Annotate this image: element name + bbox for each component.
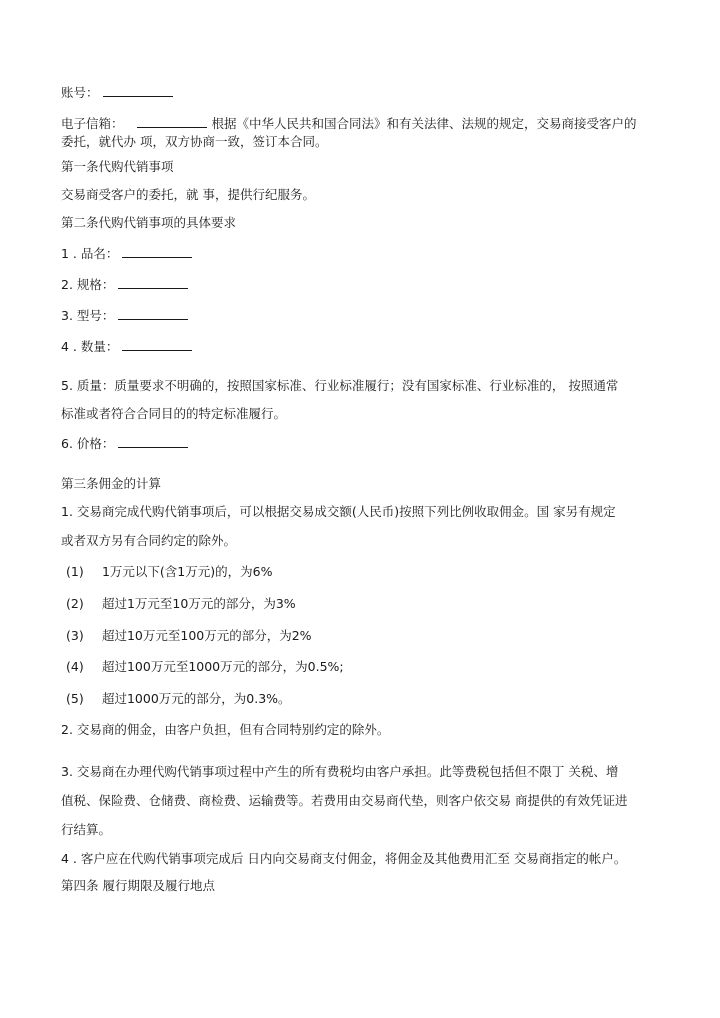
tier-text: 1万元以下(含1万元)的，为6% [101,564,273,579]
tier-num: (1) [66,564,84,579]
item-quantity-line [61,338,192,356]
preamble-line-2: 委托，就代办 项，双方协商一致，签订本合同。 [61,134,328,149]
item-blank [118,307,188,320]
commission-p3-line-2: 值税、保险费、仓储费、商检费、运输费等。若费用由交易商代垫，则客户依交易 商提供的有效凭证进 [61,793,628,808]
item-name-line [61,245,192,263]
tier-text: 超过1000万元的部分，为0.3%。 [101,691,291,706]
item-label: 数量： [80,339,119,354]
item-blank [118,276,188,289]
email-blank [137,115,207,128]
item-label: 品名： [80,246,119,261]
commission-p2: 2. 交易商的佣金，由客户负担，但有合同特别约定的除外。 [61,722,390,737]
item-num: 2. [61,277,73,292]
article-1-title: 第一条代购代销事项 [61,159,174,174]
item-label: 型号： [76,308,115,323]
item-label: 规格： [76,277,115,292]
item-model-line [61,307,188,325]
tier-num: (5) [66,691,84,706]
account-blank [103,84,173,97]
tier-row [66,658,344,676]
email-label: 电子信箱： [61,116,124,131]
tier-num: (3) [66,628,84,643]
article-1-body: 交易商受客户的委托，就 事，提供行纪服务。 [61,187,315,202]
item-num: 3. [61,308,73,323]
article-3-title: 第三条佣金的计算 [61,476,162,491]
article-2-title: 第二条代购代销事项的具体要求 [61,215,237,230]
tier-text: 超过10万元至100万元的部分，为2% [101,628,312,643]
email-line [61,115,636,133]
tier-row [66,690,291,708]
tier-row [66,595,296,613]
quality-line-2: 标准或者符合合同目的的特定标准履行。 [61,406,287,421]
item-num: 4 . [61,339,77,354]
price-line [61,435,188,453]
item-num: 1 . [61,246,77,261]
tier-num: (2) [66,596,84,611]
price-label: 价格： [76,436,115,451]
account-line [61,84,173,102]
commission-p1-line-2: 或者双方另有合同约定的除外。 [61,533,237,548]
item-blank [122,245,192,258]
preamble-text: 根据《中华人民共和国合同法》和有关法律、法规的规定，交易商接受客户的 [211,116,637,131]
tier-row [66,563,272,581]
quality-line-1: 5. 质量：质量要求不明确的，按照国家标准、行业标准履行；没有国家标准、行业标准的， 按照通常 [61,378,619,393]
price-num: 6. [61,436,73,451]
commission-p4: 4 . 客户应在代购代销事项完成后 日内向交易商支付佣金，将佣金及其他费用汇至 交易商指定的帐户。 [61,851,627,866]
commission-p3-line-3: 行结算。 [61,822,112,837]
tier-text: 超过1万元至10万元的部分，为3% [101,596,296,611]
price-blank [118,435,188,448]
commission-p3-line-1: 3. 交易商在办理代购代销事项过程中产生的所有费税均由客户承担。此等费税包括但不限丁 关税、增 [61,764,619,779]
tier-row [66,627,312,645]
item-blank [122,338,192,351]
article-4-title: 第四条 履行期限及履行地点 [61,878,215,893]
item-spec-line [61,276,188,294]
tier-text: 超过100万元至1000万元的部分，为0.5%; [101,659,344,674]
tier-num: (4) [66,659,84,674]
commission-p1-line-1: 1. 交易商完成代购代销事项后，可以根据交易成交额(人民币)按照下列比例收取佣金。国 家另有规定 [61,504,616,519]
account-label: 账号： [61,85,99,100]
